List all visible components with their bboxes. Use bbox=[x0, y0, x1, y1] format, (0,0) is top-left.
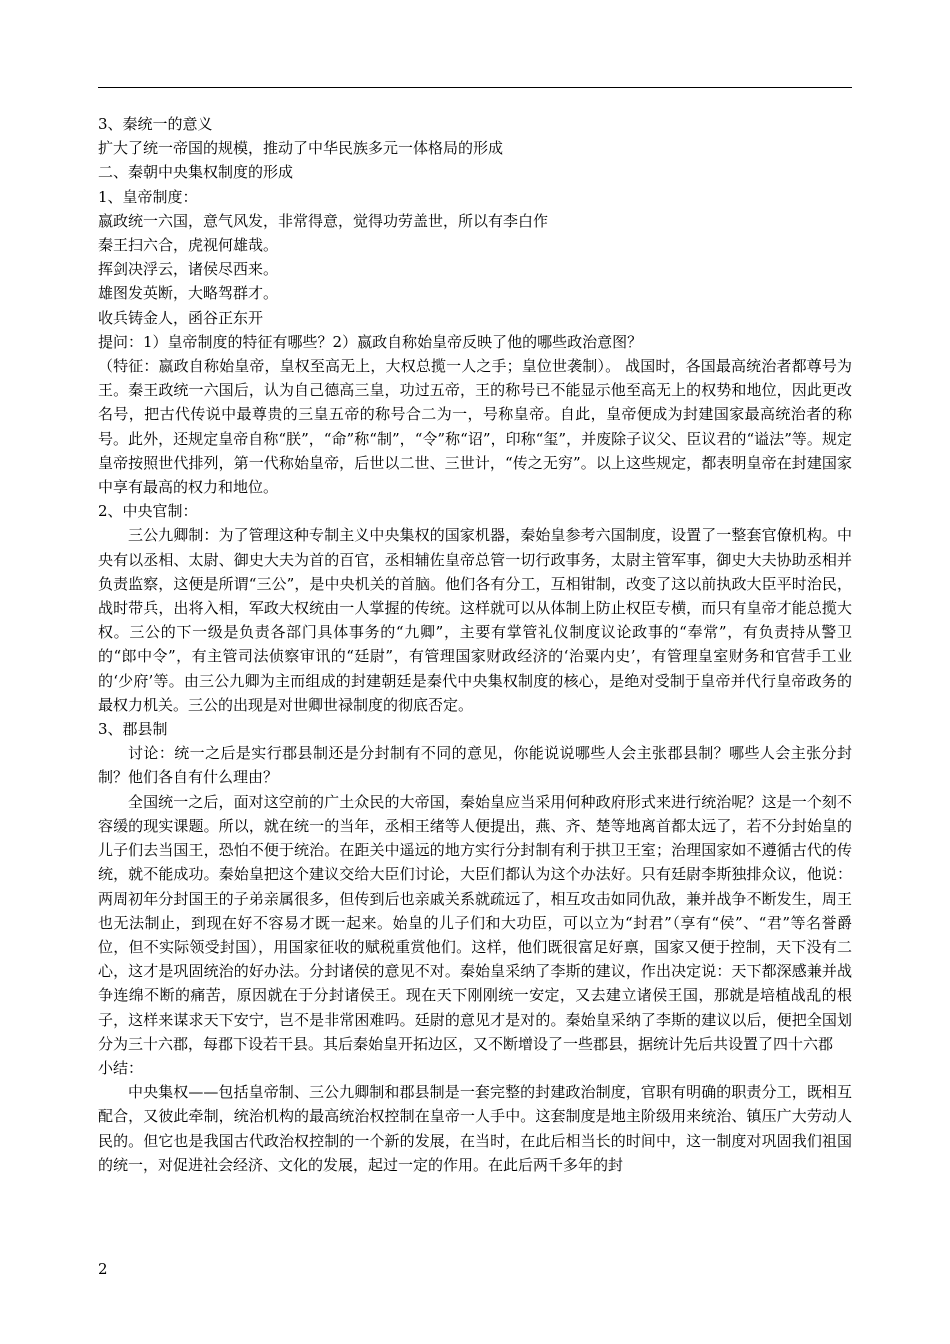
page-number: 2 bbox=[98, 1260, 108, 1278]
subsection-heading: 2、中央官制： bbox=[98, 502, 198, 521]
subsection-heading: 3、郡县制 bbox=[98, 720, 168, 739]
paragraph: 3、秦统一的意义 bbox=[98, 115, 213, 133]
poem-line: 秦王扫六合，虎视何雄哉。 bbox=[98, 236, 279, 255]
paragraph: 三公九卿制：为了管理这种专制主义中央集权的国家机器，秦始皇参考六国制度，设置了一整套官僚机构。中央有以丞相、太尉、御史大夫为首的百官，丞相辅佐皇帝总管一切行政事务，太尉主管军事，御史大夫协助丞相并负责监察，这便是所谓“三公”，是中央机关的首脑。他们各有分工，互相钳制，改变了这以前执政大臣平时治民，战时带兵，出将入相，军政大权统由一人掌握的传统。这样就可以从体制上防止权臣专横，而只有皇帝才能总揽大权。三公的下一级是负责各部门具体事务的“九卿”，主要有掌管礼仪制度议论政事的“奉常”，有负责持从警卫的“郎中令”，有主管司法侦察审讯的“廷尉”，有管理国家财政经济的‘治粟内史’，有管理皇室财务和官营手工业的‘少府’等。由三公九卿为主而组成的封建朝廷是秦代中央集权制度的核心，是绝对受制于皇帝并代行皇帝政务的最权力机关。三公的出现是对世卿世禄制度的彻底否定。 bbox=[98, 526, 852, 714]
subsection-heading: 1、皇帝制度： bbox=[98, 187, 198, 206]
discussion: 讨论：统一之后是实行郡县制还是分封制有不同的意见，你能说说哪些人会主张郡县制？哪些人会主张分封制？他们各自有什么理由？ bbox=[98, 744, 852, 787]
header-rule bbox=[98, 87, 852, 88]
paragraph: 中央集权——包括皇帝制、三公九卿制和郡县制是一套完整的封建政治制度，官职有明确的职责分工，既相互配合，又彼此牵制，统治机构的最高统治权控制在皇帝一人手中。这套制度是地主阶级用来统治、镇压广大劳动人民的。但它也是我国古代政治权控制的一个新的发展，在当时，在此后相当长的时间中，这一制度对巩固我们祖国的统一，对促进社会经济、文化的发展，起过一定的作用。在此后两千多年的封 bbox=[98, 1083, 852, 1174]
poem-line: 收兵铸金人，函谷正东开 bbox=[98, 308, 264, 327]
paragraph: 嬴政统一六国，意气风发，非常得意，觉得功劳盖世，所以有李白作 bbox=[98, 211, 549, 230]
paragraph: 扩大了统一帝国的规模，推动了中华民族多元一体格局的形成 bbox=[98, 139, 504, 158]
poem-line: 雄图发英断，大略驾群才。 bbox=[98, 284, 279, 303]
section-heading: 二、秦朝中央集权制度的形成 bbox=[98, 163, 294, 182]
poem-line: 挥剑决浮云，诸侯尽西来。 bbox=[98, 260, 279, 279]
paragraph: （特征：嬴政自称始皇帝，皇权至高无上，大权总揽一人之手；皇位世袭制）。 战国时，各国最高统治者都尊号为王。秦王政统一六国后，认为自己德高三皇，功过五帝，王的称号已不能显示他至高无上的权势和地位，因此更改名号，把古代传说中最尊贵的三皇五帝的称号合二为一，号称皇帝。自此，皇帝便成为封建国家最高统治者的称号。此外，还规定皇帝自称“朕”，“命”称“制”，“令”称“诏”，印称“玺”，并废除子议父、臣议君的“谥法”等。规定皇帝按照世代排列，第一代称始皇帝，后世以二世、三世计，“传之无穷”。以上这些规定，都表明皇帝在封建国家中享有最高的权力和地位。 bbox=[98, 357, 852, 497]
question: 提问：1）皇帝制度的特征有哪些？2）嬴政自称始皇帝反映了他的哪些政治意图？ bbox=[98, 332, 643, 351]
paragraph: 全国统一之后，面对这空前的广土众民的大帝国，秦始皇应当采用何种政府形式来进行统治呢？这是一个刻不容缓的现实课题。所以，就在统一的当年，丞相王绪等人便提出，燕、齐、楚等地离首都太远了，若不分封始皇的儿子们去当国王，恐怕不便于统治。在距关中遥远的地方实行分封制有利于拱卫王室；治理国家如不遵循古代的传统，就不能成功。秦始皇把这个建议交给大臣们讨论，大臣们都认为这个办法好。只有廷尉李斯独排众议，他说：两周初年分封国王的子弟亲属很多，但传到后也亲戚关系就疏远了，相互攻击如同仇敌，兼并战争不断发生，周王也无法制止，到现在好不容易才既一起来。始皇的儿子们和大功臣，可以立为“封君”（享有“侯”、“君”等名誉爵位，但不实际领受封国），用国家征收的赋税重赏他们。这样，他们既很富足好禀，国家又便于控制，天下没有二心，这才是巩固统治的好办法。分封诸侯的意见不对。秦始皇采纳了李斯的建议，作出决定说：天下都深感兼并战争连绵不断的痛苦，原因就在于分封诸侯王。现在天下刚刚统一安定，又去建立诸侯王国，那就是培植战乱的根子，这样来谋求天下安宁，岂不是非常困难吗。廷尉的意见才是对的。秦始皇采纳了李斯的建议以后，便把全国划分为三十六郡，每郡下设若干县。其后秦始皇开拓边区，又不断增设了一些郡县，据统计先后共设置了四十六郡 bbox=[98, 792, 852, 1053]
summary-heading: 小结： bbox=[98, 1058, 144, 1077]
document-body bbox=[98, 112, 852, 1177]
